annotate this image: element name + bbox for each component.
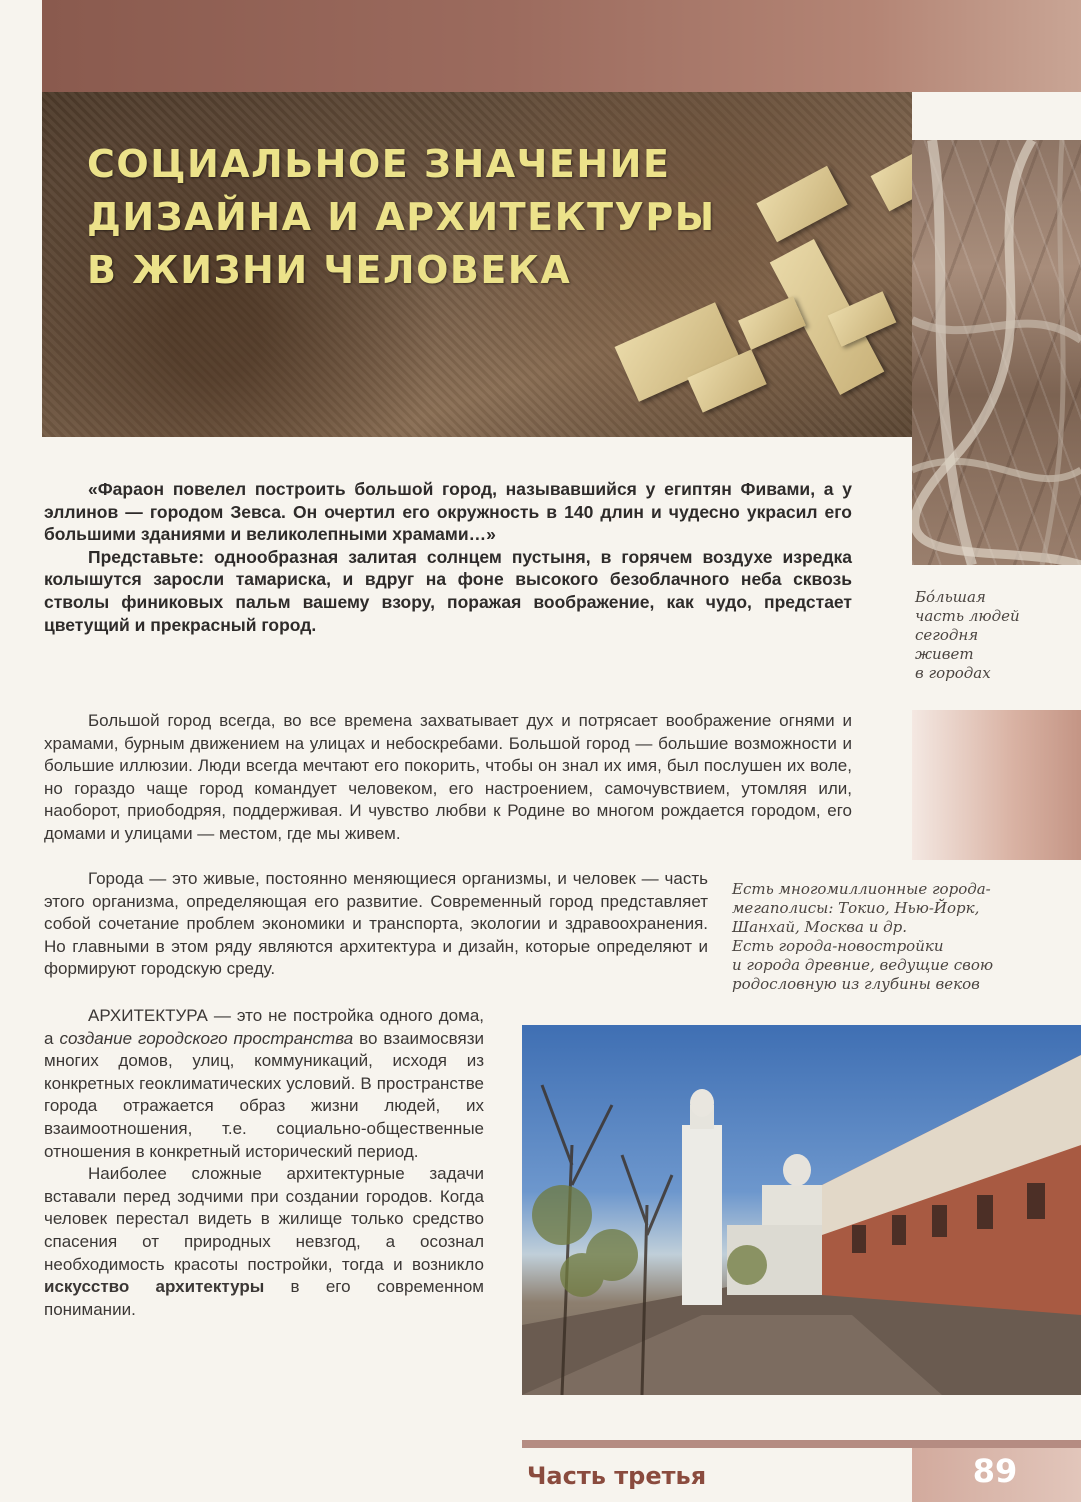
caption-line: живет <box>915 645 974 663</box>
quote-paragraph: «Фараон повелел построить большой город, называвшийся у египтян Фивами, а у эллинов — городом Зевса. Он очертил его окружность в 140 длин и чудесно украсил его большими зданиями и великолепными храмами…» <box>44 479 852 545</box>
caption-line: родословную из глубины веков <box>732 975 980 993</box>
caption-line: Есть города-новостройки <box>732 937 944 955</box>
old-town-street-photo <box>522 1025 1081 1395</box>
title-line: ДИЗАЙНА И АРХИТЕКТУРЫ <box>87 195 716 239</box>
caption-line: и города древние, ведущие свою <box>732 956 994 974</box>
body-text-middle <box>44 868 708 981</box>
emphasis-text: создание городского пространства <box>59 1028 354 1048</box>
body-paragraph <box>44 1005 484 1163</box>
decorative-block <box>871 153 912 212</box>
title-line: СОЦИАЛЬНОЕ ЗНАЧЕНИЕ <box>87 142 671 186</box>
strong-text: искусство архитектуры <box>44 1277 265 1297</box>
body-paragraph: Города — это живые, постоянно меняющиеся организмы, и человек — часть этого организма, определяющая его развитие. Современный город представляет собой сочетание проблем экономики и транспорта, экологии и здравоохранения. Но главными в этом ряду являются архитектура и дизайн, которые определяют и формируют городскую среду. <box>44 869 708 979</box>
text-run: в его современном понимании. <box>44 1277 484 1319</box>
text-run: АРХИТЕКТУРА — это не постройка одного дома, а <box>44 1006 484 1048</box>
section-label: Часть третья <box>527 1462 707 1490</box>
caption-line: Есть многомиллионные города- <box>732 880 991 898</box>
body-paragraph: Большой город всегда, во все времена захватывает дух и потрясает воображение огнями и храмами, бурным движением на улицах и небоскребами. Большой город — большие возможности и большие иллюзии. Люди всегда мечтают его покорить, чтобы он знал их имя, был послушен их воле, но гораздо чаще город командует человеком, его настроением, самочувствием, утомляя или, наоборот, приободряя, поддерживая. И чувство любви к Родине во многом рождается городом, его домами и улицами — местом, где мы живем. <box>44 711 852 843</box>
caption-megapolis <box>732 880 1062 994</box>
page-title <box>87 138 716 297</box>
title-line: В ЖИЗНИ ЧЕЛОВЕКА <box>87 248 572 292</box>
footer-rule <box>522 1440 1081 1448</box>
caption-line: Шанхай, Москва и др. <box>732 918 908 936</box>
caption-line: сегодня <box>915 626 979 644</box>
intro-text <box>44 478 852 636</box>
caption-cities <box>915 588 1075 683</box>
header-banner <box>42 92 912 437</box>
body-text-top <box>44 710 852 846</box>
imagine-paragraph: Представьте: однообразная залитая солнцем пустыня, в горячем воздухе изредка колышутся заросли тамариска, и вдруг на фоне высокого безоблачного неба сквозь стволы финиковых пальм вашему взору, поражая воображение, как чудо, предстает цветущий и прекрасный город. <box>44 546 852 635</box>
decorative-block <box>738 296 806 350</box>
caption-line: Бóльшая <box>915 588 986 606</box>
body-text-column <box>44 1005 484 1321</box>
top-color-band <box>42 0 1081 92</box>
page-number: 89 <box>972 1452 1018 1490</box>
text-run: Наиболее сложные архитектурные задачи вставали перед зодчими при создании городов. Когда человек перестал видеть в жилище только средство спасения от природных невзгод, а осознал необходимость красоты постройки, тогда и возникло <box>44 1164 484 1274</box>
caption-line: мегаполисы: Токио, Нью-Йорк, <box>732 899 980 917</box>
highway-interchange-photo <box>912 140 1081 565</box>
side-color-band <box>912 710 1081 860</box>
decorative-block <box>756 166 847 242</box>
text-run: во взаимосвязи многих домов, улиц, коммуникаций, исходя из конкретных геоклиматических условий. В пространстве города отражается образ жизни людей, их взаимоотношения, т.е. социально-общественные отношения в конкретный исторический период. <box>44 1028 484 1161</box>
caption-line: часть людей <box>915 607 1020 625</box>
caption-line: в городах <box>915 664 991 682</box>
body-paragraph <box>44 1163 484 1321</box>
